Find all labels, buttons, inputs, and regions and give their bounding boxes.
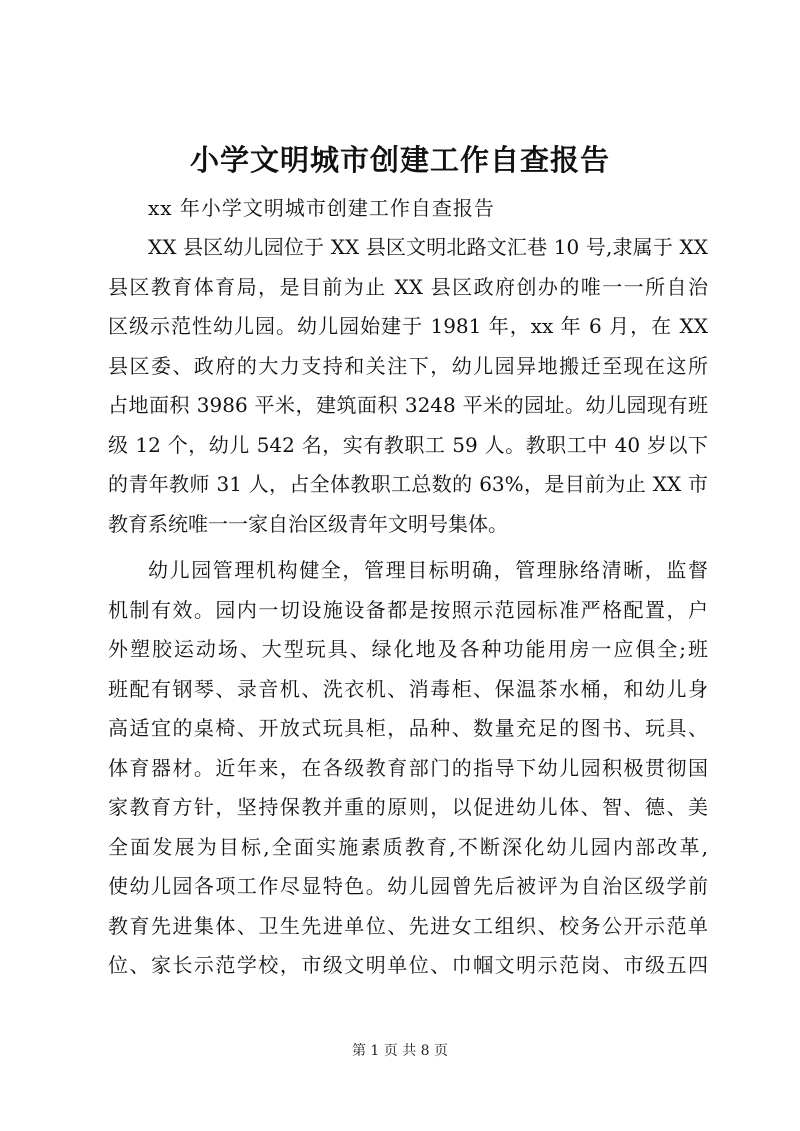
paragraph-line: 使幼儿园各项工作尽显特色。幼儿园曾先后被评为自治区级学前	[108, 874, 708, 898]
paragraph-line: 体育器材。近年来，在各级教育部门的指导下幼儿园积极贯彻国	[108, 755, 708, 780]
paragraph-line: 幼儿园管理机构健全，管理目标明确，管理脉络清晰，监督	[148, 558, 708, 582]
paragraph-line: 外塑胶运动场、大型玩具、绿化地及各种功能用房一应俱全;班	[108, 637, 708, 661]
paragraph-line: 班配有钢琴、录音机、洗衣机、消毒柜、保温茶水桶，和幼儿身	[108, 676, 708, 701]
paragraph-2	[108, 551, 708, 986]
paragraph-line: XX 县区幼儿园位于 XX 县区文明北路文汇巷 10 号,隶属于 XX	[148, 235, 708, 259]
paragraph-line: 级 12 个，幼儿 542 名，实有教职工 59 人。教职工中 40 岁以下	[108, 432, 708, 457]
paragraph-line: 区级示范性幼儿园。幼儿园始建于 1981 年，xx 年 6 月，在 XX	[108, 314, 708, 338]
paragraph-line: 占地面积 3986 平米，建筑面积 3248 平米的园址。幼儿园现有班	[108, 393, 708, 417]
paragraph-line: 教育先进集体、卫生先进单位、先进女工组织、校务公开示范单	[108, 913, 708, 938]
document-subtitle: xx 年小学文明城市创建工作自查报告	[148, 196, 495, 220]
paragraph-line: 县区委、政府的大力支持和关注下，幼儿园异地搬迁至现在这所	[108, 353, 708, 378]
paragraph-line: 的青年教师 31 人，占全体教职工总数的 63%，是目前为止 XX 市	[108, 472, 708, 496]
paragraph-line: 全面发展为目标,全面实施素质教育,不断深化幼儿园内部改革,	[108, 834, 708, 859]
paragraph-line: 位、家长示范学校，市级文明单位、巾帼文明示范岗、市级五四	[108, 953, 708, 977]
paragraph-line: 家教育方针，坚持保教并重的原则，以促进幼儿体、智、德、美	[108, 795, 708, 819]
paragraph-line: 教育系统唯一一家自治区级青年文明号集体。	[108, 511, 508, 536]
paragraph-1	[108, 228, 708, 544]
paragraph-line: 机制有效。园内一切设施设备都是按照示范园标准严格配置，户	[108, 597, 708, 622]
page-footer: 第 1 页 共 8 页	[351, 1043, 449, 1059]
paragraph-line: 高适宜的桌椅、开放式玩具柜，品种、数量充足的图书、玩具、	[108, 716, 708, 740]
document-title: 小学文明城市创建工作自查报告	[189, 143, 610, 177]
paragraph-line: 县区教育体育局，是目前为止 XX 县区政府创办的唯一一所自治	[108, 274, 708, 299]
